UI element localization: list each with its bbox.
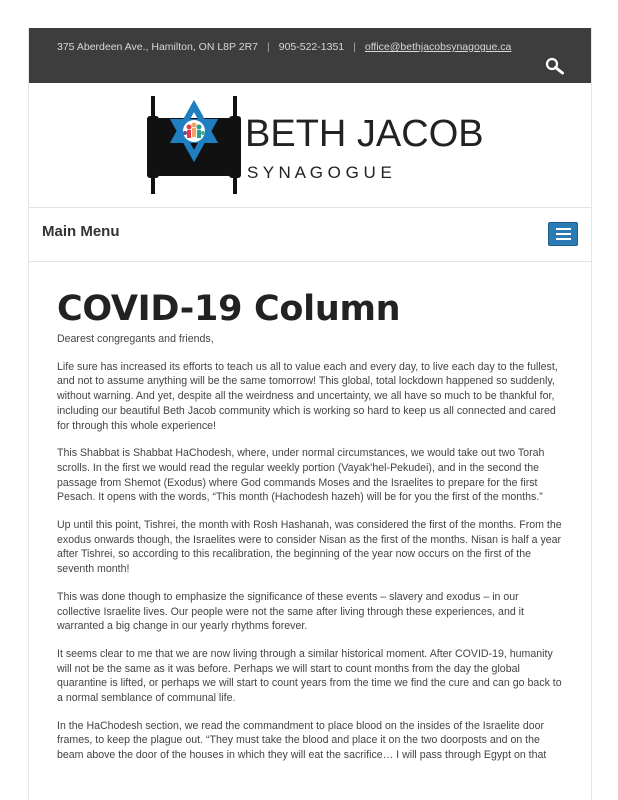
article-paragraph: It seems clear to me that we are now living through a similar historical moment. After COVID-19, humanity will not be the same as it was before. Perhaps we will start to count months from the day the global quarantine is lifted, or perhaps we will start to count years from the time we find the cure and can go back to a normal semblance of communal life.: [57, 647, 562, 705]
article-paragraph: Up until this point, Tishrei, the month with Rosh Hashanah, was considered the first of the months. From the exodus onwards though, the Israelites were to consider Nisan as the first of the months. Nisan is half a year after Tishrei, so according to this recalibration, the beginning of the year now occurs on the first of the seventh month!: [57, 519, 562, 576]
top-info-bar: [29, 28, 591, 83]
article-paragraph: This Shabbat is Shabbat HaChodesh, where, under normal circumstances, we would take out two Torah scrolls. In the first we would read the regular weekly portion (Vayak’hel-Pekudei), and in the second the passage from Shemot (Exodus) where God commands Moses and the Israelites to prepare for the first Pesach. It opens with the words, “This month (Hachodesh hazeh) will be for you the first of the months.”: [57, 447, 545, 504]
article-content: [29, 262, 591, 763]
contact-info: [57, 41, 511, 53]
page-frame: [28, 28, 592, 800]
article-paragraph: Dearest congregants and friends,: [57, 333, 214, 345]
page-title: COVID-19 Column: [57, 289, 401, 329]
search-icon[interactable]: [545, 57, 565, 75]
main-navigation: [29, 208, 591, 262]
phone-text: 905-522-1351: [278, 41, 345, 53]
logo-title: BETH JACOB: [245, 113, 484, 155]
header-logo-area: [29, 83, 591, 208]
separator: |: [267, 41, 270, 53]
hamburger-icon[interactable]: [548, 222, 578, 246]
site-logo[interactable]: [147, 96, 484, 194]
article-paragraph: In the HaChodesh section, we read the commandment to place blood on the insides of the Israelite door frames, to keep the plague out. “They must take the blood and place it on the two doorposts and on the beam above the door of the houses in which they will eat the sacrifice… I will pass through Egypt on that: [57, 719, 547, 762]
menu-title: Main Menu: [42, 223, 120, 240]
logo-subtitle: S Y N A G O G U E: [247, 163, 392, 182]
article-paragraph: This was done though to emphasize the significance of these events – slavery and exodus – in our collective Israelite lives. Our people were not the same after living through these experiences, and it warranted a big change in our yearly rhythms forever.: [57, 590, 524, 633]
separator: |: [353, 41, 356, 53]
address-text: 375 Aberdeen Ave., Hamilton, ON L8P 2R7: [57, 41, 258, 53]
article-paragraph: Life sure has increased its efforts to teach us all to value each and every day, to live each day to the fullest, and not to assume anything will be the same tomorrow! This global, total lockdown happened so suddenly, without warning. And yet, despite all the weirdness and uncertainty, we all have so much to be thankful for, including our beautiful Beth Jacob community which is working so hard to keep us all connected and cared for through this whole experience!: [57, 360, 558, 432]
email-link[interactable]: office@bethjacobsynagogue.ca: [364, 41, 512, 53]
